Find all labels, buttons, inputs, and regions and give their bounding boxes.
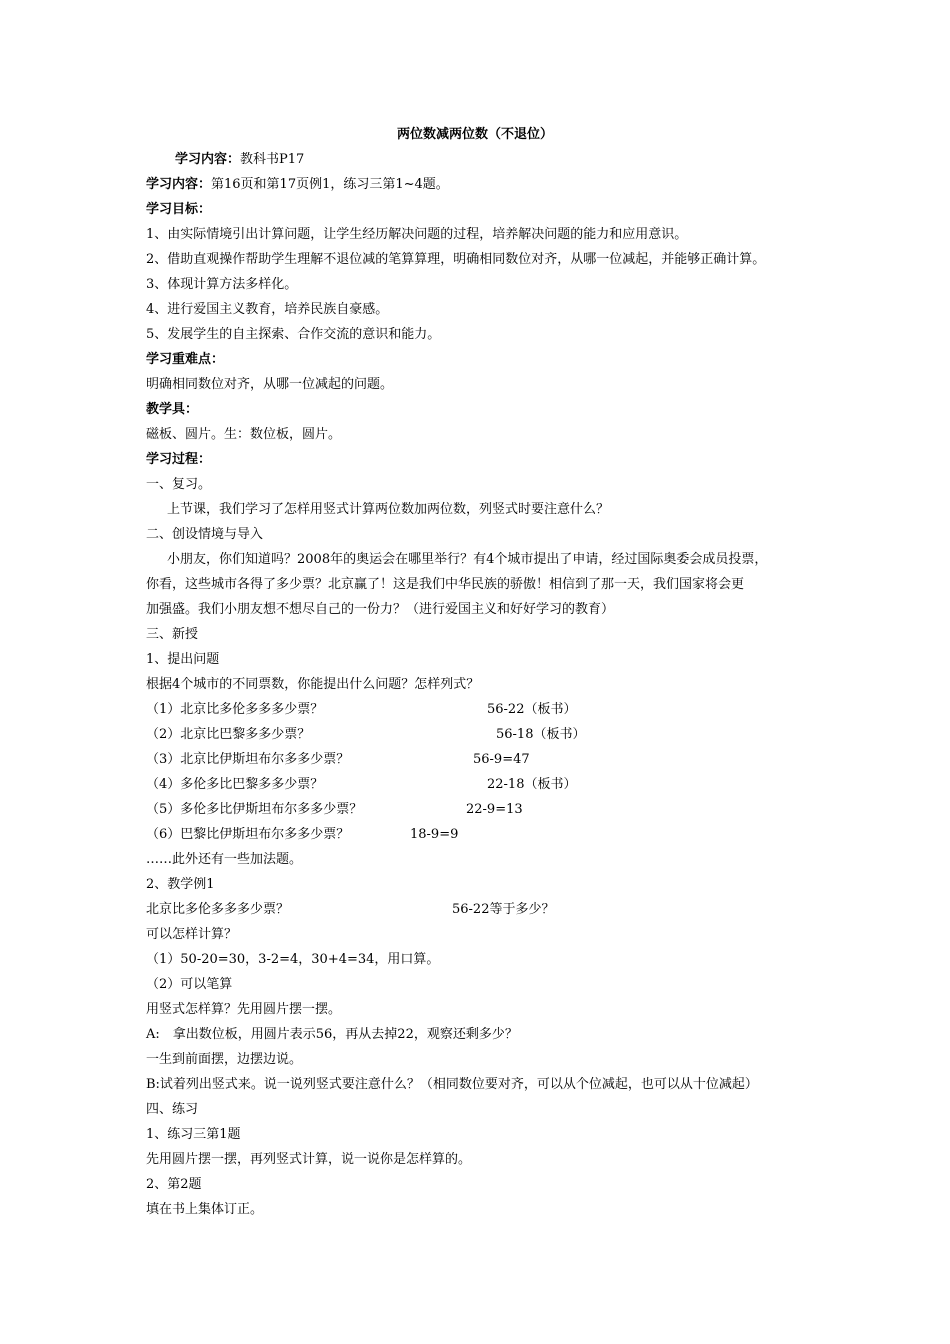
goal-item: 5、发展学生的自主探索、合作交流的意识和能力。 bbox=[146, 327, 441, 342]
question-text: （1）北京比多伦多多多少票？ bbox=[146, 702, 324, 717]
question-answer: 56-9=47 bbox=[473, 752, 530, 767]
question-answer: 18-9=9 bbox=[410, 827, 459, 842]
example-question: 北京比多伦多多多少票？ bbox=[146, 902, 290, 917]
process-heading: 学习过程： bbox=[146, 452, 212, 467]
question-answer: 22-9=13 bbox=[466, 802, 523, 817]
content-text-2: 第16页和第17页例1，练习三第1~4题。 bbox=[211, 177, 449, 192]
question-text: （3）北京比伊斯坦布尔多多少票？ bbox=[146, 752, 350, 767]
question-heading: 1、提出问题 bbox=[146, 652, 220, 667]
practice-heading: 四、练习 bbox=[146, 1102, 199, 1117]
keypoints-text: 明确相同数位对齐，从哪一位减起的问题。 bbox=[146, 377, 394, 392]
one-student: 一生到前面摆，边摆边说。 bbox=[146, 1052, 303, 1067]
question-answer: 22-18（板书） bbox=[487, 777, 577, 792]
vertical-question: 用竖式怎样算？先用圆片摆一摆。 bbox=[146, 1002, 342, 1017]
tools-text: 磁板、圆片。生：数位板，圆片。 bbox=[146, 427, 342, 442]
intro-line: 加强盛。我们小朋友想不想尽自己的一份力？（进行爱国主义和好好学习的教育） bbox=[146, 602, 615, 617]
tools-heading: 教学具： bbox=[146, 402, 199, 417]
intro-line: 你看，这些城市各得了多少票？北京赢了！这是我们中华民族的骄傲！相信到了那一天，我们国家将会更 bbox=[146, 577, 745, 592]
page-title: 两位数减两位数（不退位） bbox=[396, 127, 553, 142]
content-label-2: 学习内容： bbox=[146, 177, 212, 192]
practice-2-heading: 2、第2题 bbox=[146, 1177, 202, 1192]
goal-item: 2、借助直观操作帮助学生理解不退位减的笔算算理，明确相同数位对齐，从哪一位减起，并能够正确计算。 bbox=[146, 252, 766, 267]
step-b: B:试着列出竖式来。说一说列竖式要注意什么？（相同数位要对齐，可以从个位减起，也可以从十位减起） bbox=[146, 1077, 758, 1092]
question-intro: 根据4个城市的不同票数，你能提出什么问题？怎样列式？ bbox=[146, 677, 480, 692]
goal-item: 3、体现计算方法多样化。 bbox=[146, 277, 298, 292]
goal-item: 1、由实际情境引出计算问题，让学生经历解决问题的过程，培养解决问题的能力和应用意识。 bbox=[146, 227, 688, 242]
question-text: （4）多伦多比巴黎多多少票？ bbox=[146, 777, 324, 792]
question-answer: 56-22（板书） bbox=[487, 702, 577, 717]
content-line-2 bbox=[146, 176, 449, 194]
question-text: （6）巴黎比伊斯坦布尔多多少票？ bbox=[146, 827, 350, 842]
review-text: 上节课，我们学习了怎样用竖式计算两位数加两位数，列竖式时要注意什么？ bbox=[167, 502, 610, 517]
practice-2-text: 填在书上集体订正。 bbox=[146, 1202, 264, 1217]
method-1: （1）50-20=30，3-2=4，30+4=34，用口算。 bbox=[146, 952, 440, 967]
method-2: （2）可以笔算 bbox=[146, 977, 233, 992]
intro-heading: 二、创设情境与导入 bbox=[146, 527, 264, 542]
goals-heading: 学习目标： bbox=[146, 202, 212, 217]
content-line-1 bbox=[175, 151, 304, 169]
example-answer: 56-22等于多少？ bbox=[452, 902, 555, 917]
review-heading: 一、复习。 bbox=[146, 477, 212, 492]
keypoints-heading: 学习重难点： bbox=[146, 352, 225, 367]
question-text: （5）多伦多比伊斯坦布尔多多少票？ bbox=[146, 802, 363, 817]
practice-1-heading: 1、练习三第1题 bbox=[146, 1127, 241, 1142]
goal-item: 4、进行爱国主义教育，培养民族自豪感。 bbox=[146, 302, 389, 317]
question-answer: 56-18（板书） bbox=[496, 727, 586, 742]
content-label-1: 学习内容： bbox=[175, 152, 241, 167]
step-a: A: 拿出数位板，用圆片表示56，再从去掉22，观察还剩多少？ bbox=[146, 1027, 518, 1042]
intro-line: 小朋友，你们知道吗？2008年的奥运会在哪里举行？有4个城市提出了申请，经过国际奥委会成员投票， bbox=[167, 552, 768, 567]
example-heading: 2、教学例1 bbox=[146, 877, 215, 892]
content-text-1: 教科书P17 bbox=[240, 152, 305, 167]
how-question: 可以怎样计算？ bbox=[146, 927, 238, 942]
new-heading: 三、新授 bbox=[146, 627, 199, 642]
question-text: （2）北京比巴黎多多少票？ bbox=[146, 727, 311, 742]
practice-1-text: 先用圆片摆一摆，再列竖式计算，说一说你是怎样算的。 bbox=[146, 1152, 472, 1167]
extra-note: ……此外还有一些加法题。 bbox=[146, 852, 303, 867]
